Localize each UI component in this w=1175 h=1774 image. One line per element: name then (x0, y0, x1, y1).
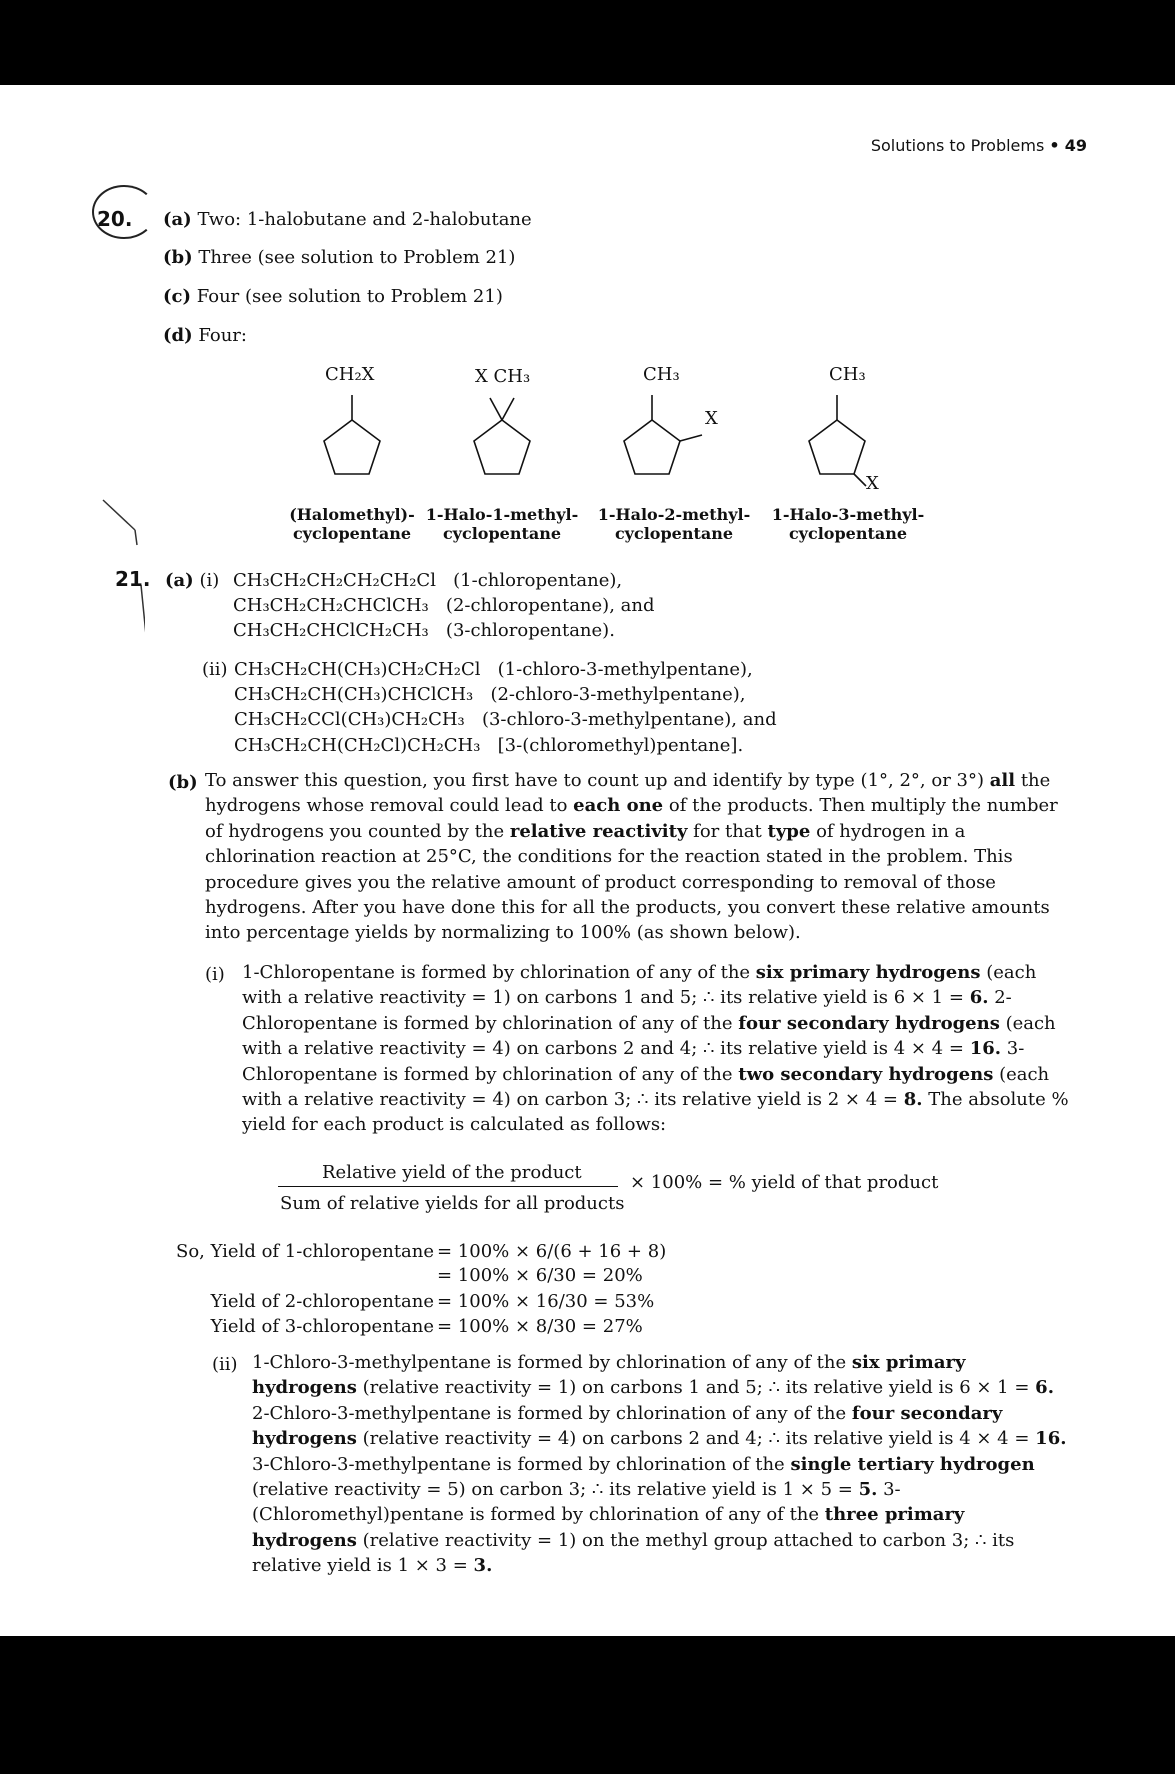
struct4-side: X (866, 473, 879, 494)
yield-3-expr: = 100% × 8/30 = 27% (437, 1316, 643, 1337)
yield-3-label: Yield of 3-chloropentane (210, 1316, 434, 1337)
yield-1-label: So, Yield of 1-chloropentane (176, 1241, 435, 1262)
formula: CH₃CH₂CH₂CHClCH₃ (233, 595, 429, 616)
emphasis: type (767, 820, 811, 842)
yield-2-expr: = 100% × 16/30 = 53% (437, 1291, 655, 1312)
text-run: (relative reactivity = 1) on the methyl group attached to carbon 3; ∴ its relative yield is 1 × 3 = (252, 1529, 1015, 1577)
structures-figure (0, 355, 1175, 490)
emphasis: 6. (969, 987, 989, 1009)
struct3-name-line1: 1-Halo-2-methyl- (597, 505, 751, 524)
emphasis: four secondary hydrogens (738, 1012, 1000, 1034)
yield-2-label: Yield of 2-chloropentane (210, 1291, 434, 1312)
p21-ai-line2 (233, 593, 654, 618)
struct1-name-line1: (Halomethyl)- (289, 505, 415, 524)
fraction-rhs: × 100% = % yield of that product (630, 1172, 939, 1193)
p20-c-label: (c) (163, 286, 191, 307)
p20-b (163, 245, 515, 270)
emphasis: 6. (1035, 1377, 1054, 1399)
formula: CH₃CH₂CH(CH₃)CHClCH₃ (234, 684, 474, 705)
header-title: Solutions to Problems (870, 136, 1045, 155)
struct4-name-line1: 1-Halo-3-methyl- (771, 505, 925, 524)
formula: CH₃CH₂CH(CH₂Cl)CH₂CH₃ (234, 735, 481, 756)
struct2-name-line1: 1-Halo-1-methyl- (425, 505, 579, 524)
text-run: 1-Chloropentane is formed by chlorination of any of the (242, 962, 751, 983)
emphasis: all (989, 770, 1016, 791)
compound-name: (1-chloro-3-methylpentane), (497, 659, 753, 680)
emphasis: three primary hydrogens (252, 1504, 965, 1551)
emphasis: four secondary hydrogens (252, 1402, 1003, 1450)
p21-aii-line3 (234, 707, 777, 732)
compound-name: (2-chloropentane), and (445, 595, 655, 616)
struct3-name-line2: cyclopentane (614, 524, 734, 543)
p21-aii-label: (ii) (202, 659, 228, 680)
p21-a-label-text: (a) (165, 570, 194, 591)
text-run: the hydrogens whose removal could lead to (205, 770, 1051, 817)
p20-a-text: Two: 1-halobutane and 2-halobutane (197, 209, 532, 230)
emphasis: 16. (1035, 1428, 1067, 1450)
header-bullet: • (1049, 136, 1060, 155)
formula: CH₃CH₂CH(CH₃)CH₂CH₂Cl (234, 659, 481, 680)
p20-a-label: (a) (163, 209, 192, 230)
running-header (871, 136, 1087, 155)
fraction-numerator: Relative yield of the product (322, 1162, 582, 1183)
p20-a (163, 207, 532, 232)
text-run: for that (693, 820, 762, 842)
text-run: of hydrogen in a chlorination reaction at 25°C, the conditions for the reaction stated in the problem. This procedure gives you the relative amount of product corresponding to removal of those hydrogens. After you have done this for all the products, you convert these relative amounts into percentage yields by normalizing to 100% (as shown below). (205, 820, 1050, 944)
struct1-name (272, 505, 432, 543)
struct3-top: CH₃ (643, 364, 680, 385)
p21-bi-label: (i) (205, 964, 225, 985)
formula: CH₃CH₂CH₂CH₂CH₂Cl (233, 570, 436, 591)
emphasis: 16. (969, 1038, 1002, 1060)
compound-name: [3-(chloromethyl)pentane]. (497, 735, 744, 756)
struct4-top: CH₃ (829, 364, 866, 385)
text-run: of the products. Then multiply the number of hydrogens you counted by the (205, 795, 1058, 842)
problem-21-number: 21. (115, 567, 151, 591)
p20-d (163, 323, 247, 348)
struct3-side: X (705, 408, 718, 429)
emphasis: each one (573, 795, 664, 817)
emphasis: relative reactivity (509, 820, 688, 842)
compound-name: (3-chloropentane). (445, 620, 615, 641)
p21-ai-line1 (233, 568, 622, 593)
text-run: 2-Chloropentane is formed by chlorination of any of the (242, 987, 1012, 1034)
emphasis: six primary hydrogens (252, 1352, 966, 1399)
struct4-name-line2: cyclopentane (788, 524, 908, 543)
formula: CH₃CH₂CHClCH₂CH₃ (233, 620, 429, 641)
text-run: (relative reactivity = 5) on carbon 3; ∴ its relative yield is 1 × 5 = (252, 1479, 853, 1501)
p20-b-label: (b) (163, 247, 193, 268)
p20-b-text: Three (see solution to Problem 21) (198, 247, 516, 268)
problem-20-number: 20. (97, 207, 133, 231)
text-run: The absolute % yield for each product is calculated as follows: (242, 1089, 1069, 1136)
emphasis: two secondary hydrogens (738, 1063, 994, 1085)
struct2-top: X CH₃ (475, 366, 531, 387)
text-run: (relative reactivity = 1) on carbons 1 and 5; ∴ its relative yield is 6 × 1 = (362, 1377, 1030, 1399)
compound-name: (2-chloro-3-methylpentane), (490, 684, 746, 705)
text-run: (relative reactivity = 4) on carbons 2 and 4; ∴ its relative yield is 4 × 4 = (362, 1428, 1030, 1450)
text-run: To answer this question, you first have to count up and identify by type (1°, 2°, or 3°) (205, 770, 985, 791)
emphasis: six primary hydrogens (755, 962, 981, 983)
p21-bii-label: (ii) (212, 1354, 238, 1375)
p21-aii-line1 (234, 657, 753, 682)
emphasis: 5. (858, 1479, 878, 1501)
p21-bi-paragraph (242, 960, 1073, 1138)
text-run: 3-Chloro-3-methylpentane is formed by chlorination of the (252, 1453, 785, 1475)
p21-a-label (165, 568, 219, 593)
p21-b-label: (b) (168, 772, 198, 793)
scan-border-top (0, 0, 1175, 85)
compound-name: (3-chloro-3-methylpentane), and (481, 709, 777, 730)
p21-aii-line2 (234, 682, 746, 707)
text-run: (each with a relative reactivity = 1) on carbons 1 and 5; ∴ its relative yield is 6 × 1 = (242, 962, 1037, 1009)
text-run: (each with a relative reactivity = 4) on carbon 3; ∴ its relative yield is 2 × 4 = (242, 1063, 1050, 1111)
compound-name: (1-chloropentane), (453, 570, 623, 591)
struct2-name (422, 505, 582, 543)
p21-ai-label: (i) (199, 570, 220, 591)
fraction-denominator: Sum of relative yields for all products (280, 1193, 625, 1214)
text-run: (each with a relative reactivity = 4) on carbons 2 and 4; ∴ its relative yield is 4 × 4 = (242, 1012, 1056, 1060)
scan-border-bottom (0, 1636, 1175, 1774)
p20-d-label: (d) (163, 325, 193, 346)
struct1-name-line2: cyclopentane (292, 524, 412, 543)
p20-c-text: Four (see solution to Problem 21) (196, 286, 503, 307)
struct1-top: CH₂X (325, 364, 375, 385)
yield-1b-expr: = 100% × 6/30 = 20% (437, 1265, 643, 1286)
p21-bii-paragraph (252, 1350, 1073, 1579)
formula: CH₃CH₂CCl(CH₃)CH₂CH₃ (234, 709, 465, 730)
p21-ai-line3 (233, 618, 615, 643)
text-run: 1-Chloro-3-methylpentane is formed by chlorination of any of the (252, 1352, 847, 1373)
page-number: 49 (1064, 136, 1087, 155)
emphasis: single tertiary hydrogen (790, 1453, 1035, 1475)
text-run: 3-(Chloromethyl)pentane is formed by chlorination of any of the (252, 1479, 901, 1526)
p21-aii-line4 (234, 733, 743, 758)
emphasis: 3. (473, 1555, 493, 1577)
struct2-name-line2: cyclopentane (442, 524, 562, 543)
text-run: 3-Chloropentane is formed by chlorination of any of the (242, 1038, 1025, 1085)
emphasis: 8. (903, 1089, 923, 1111)
yield-1-expr: = 100% × 6/(6 + 16 + 8) (437, 1241, 667, 1262)
p21-b-paragraph (205, 768, 1073, 946)
text-run: 2-Chloro-3-methylpentane is formed by chlorination of any of the (252, 1402, 847, 1424)
p20-c (163, 284, 503, 309)
struct4-name (768, 505, 928, 543)
p20-d-text: Four: (198, 325, 247, 346)
struct3-name (594, 505, 754, 543)
fraction-bar (278, 1186, 618, 1187)
